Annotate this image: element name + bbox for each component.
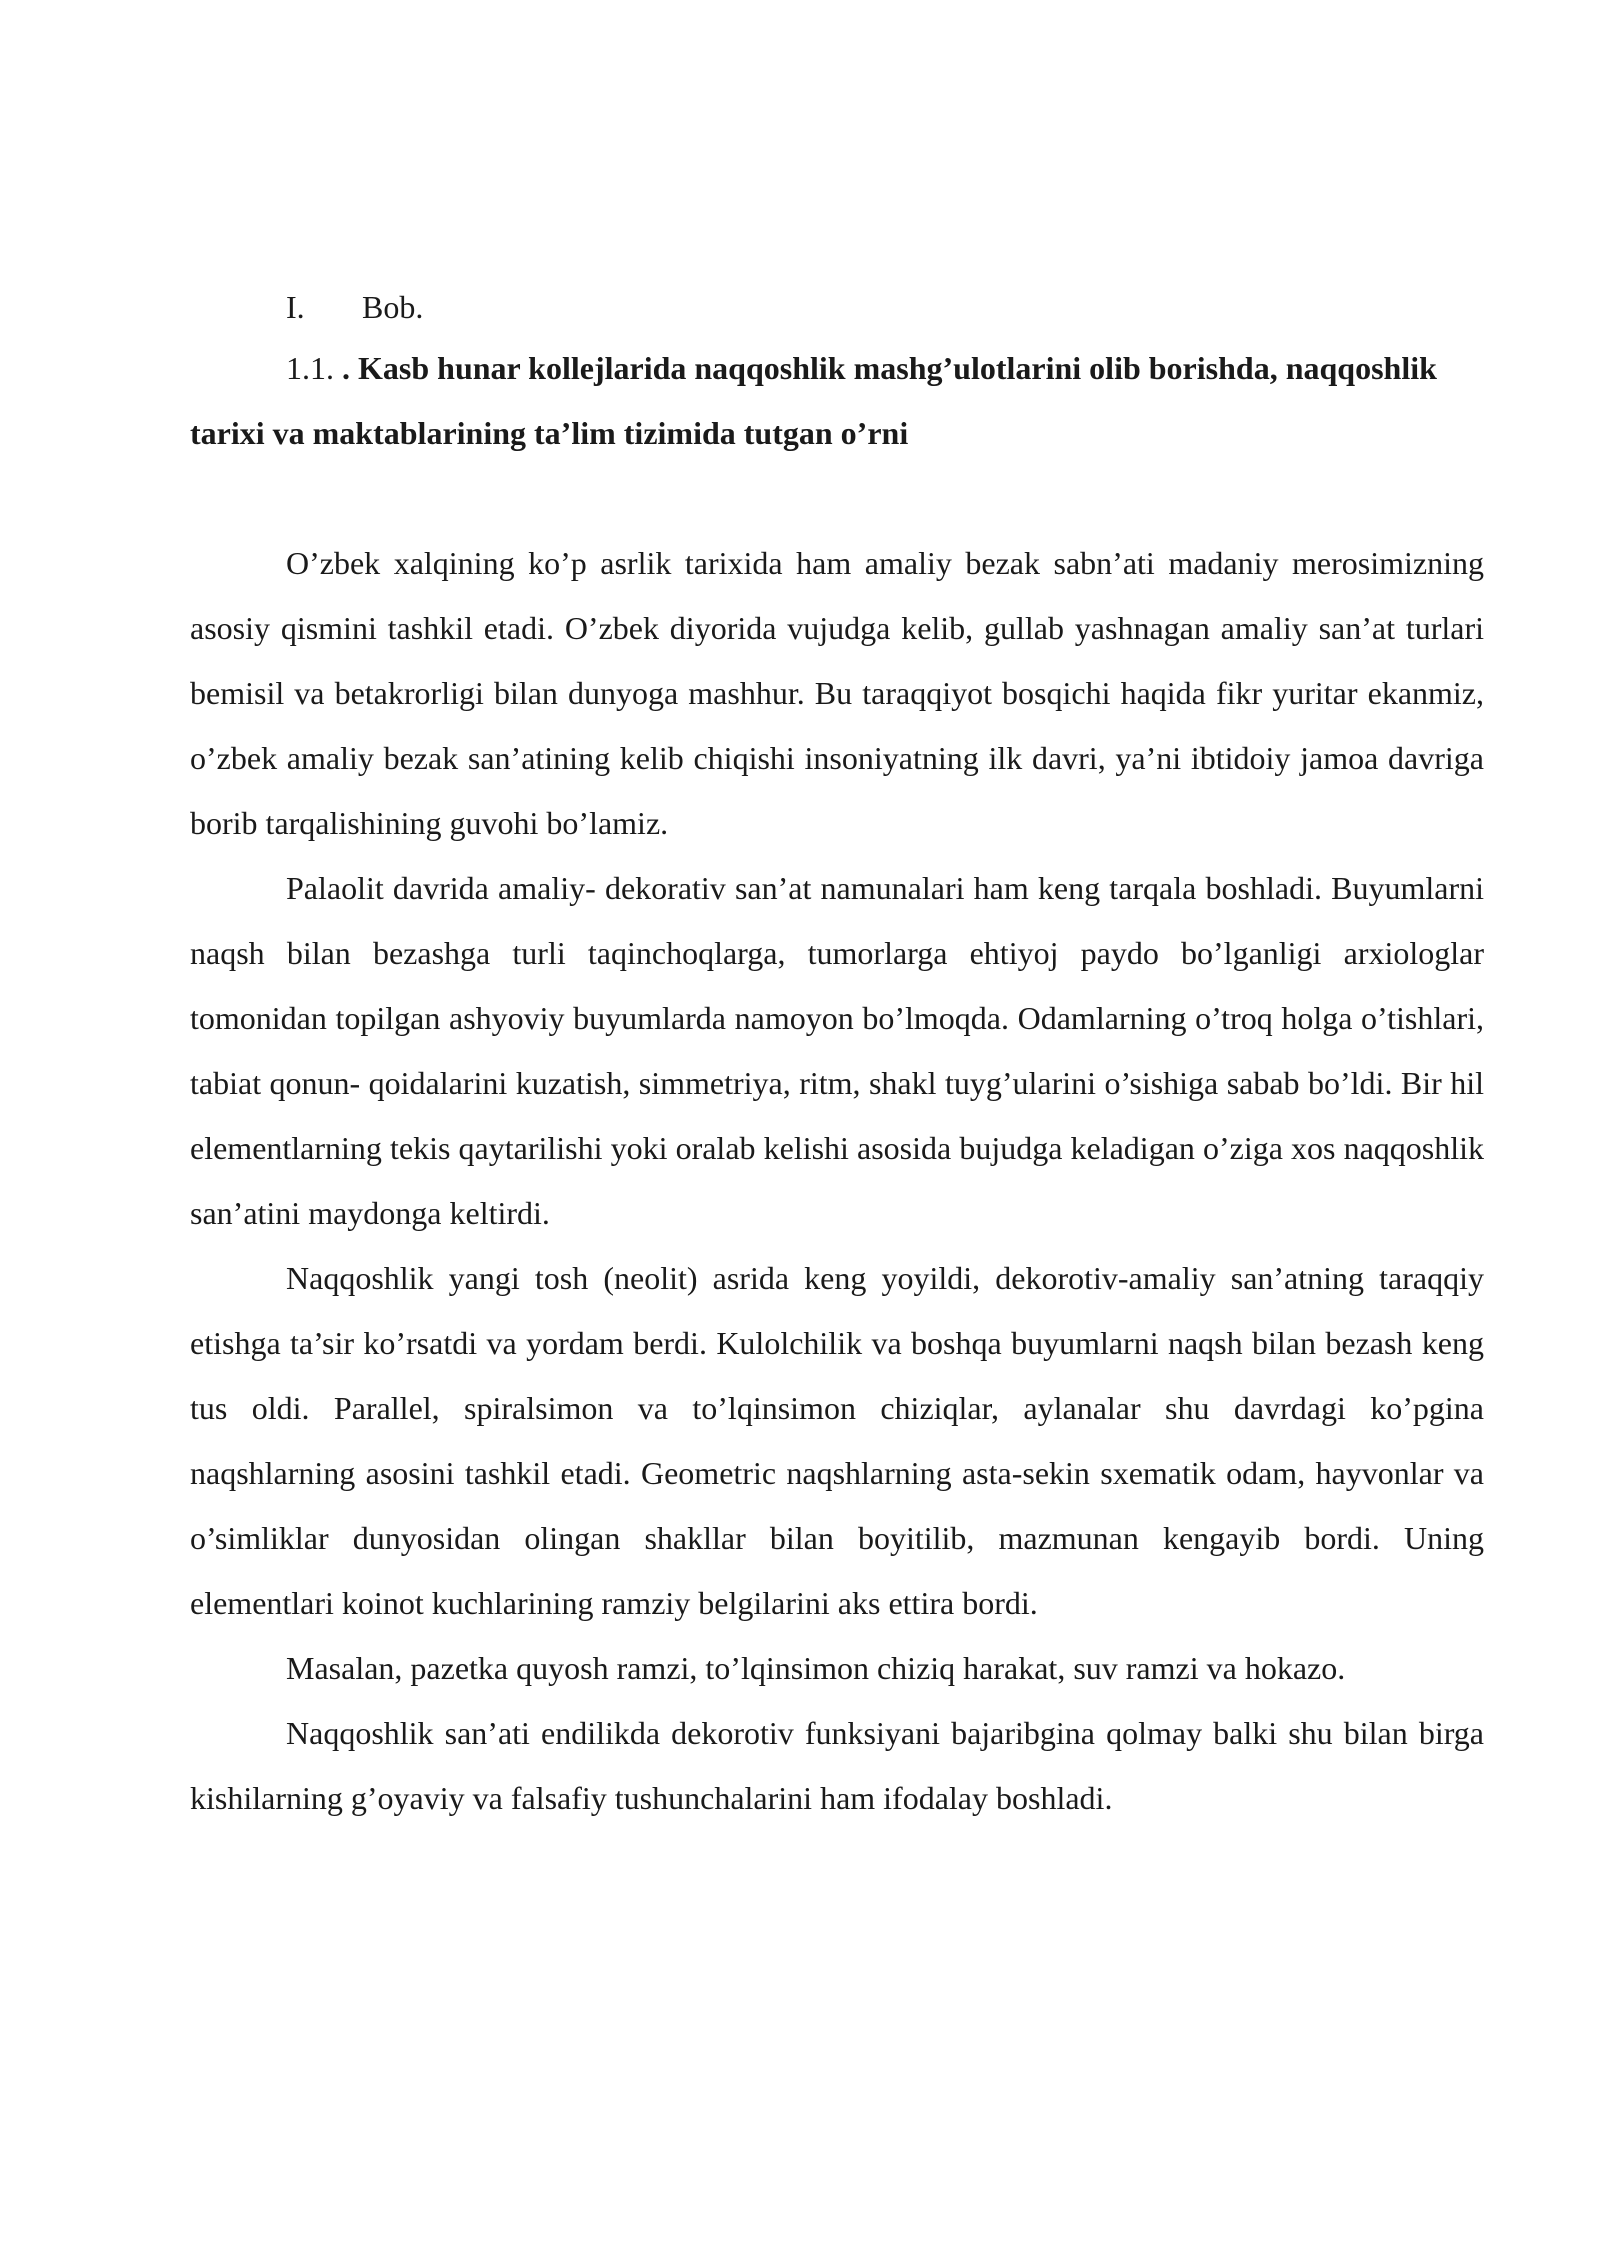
paragraph: Naqqoshlik yangi tosh (neolit) asrida keng yoyildi, dekorotiv-amaliy san’atning taraqqiy etishga ta’sir ko’rsatdi va yordam berdi. Kulolchilik va boshqa buyumlarni naqsh bilan bezash keng tus oldi. Parallel, spiralsimon va to’lqinsimon chiziqlar, aylanalar shu davrdagi ko’pgina naqshlarning asosini tashkil etadi. Geometric naqshlarning asta-sekin sxematik odam, hayvonlar va o’simliklar dunyosidan olingan shakllar bilan boyitilib, mazmunan kengayib bordi. Uning elementlari koinot kuchlarining ramziy belgilarini aks ettira bordi. [190, 1260, 1484, 1621]
chapter-number: I. [286, 289, 305, 325]
section-number: 1.1. [286, 350, 334, 386]
paragraph: O’zbek xalqining ko’p asrlik tarixida ham amaliy bezak sabn’ati madaniy merosimizning asosiy qismini tashkil etadi. O’zbek diyorida vujudga kelib, gullab yashnagan amaliy san’at turlari bemisil va betakrorligi bilan dunyoga mashhur. Bu taraqqiyot bosqichi haqida fikr yuritar ekanmiz, o’zbek amaliy bezak san’atining kelib chiqishi insoniyatning ilk davri, ya’ni ibtidoiy jamoa davriga borib tarqalishining guvohi bo’lamiz. [190, 545, 1484, 841]
paragraph: Palaolit davrida amaliy- dekorativ san’at namunalari ham keng tarqala boshladi. Buyumlarni naqsh bilan bezashga turli taqinchoqlarga, tumorlarga ehtiyoj paydo bo’lganligi arxiologlar tomonidan topilgan ashyoviy buyumlarda namoyon bo’lmoqda. Odamlarning o’troq holga o’tishlari, tabiat qonun- qoidalarini kuzatish, simmetriya, ritm, shakl tuyg’ularini o’sishiga sabab bo’ldi. Bir hil elementlarning tekis qaytarilishi yoki oralab kelishi asosida bujudga keladigan o’ziga xos naqqoshlik san’atini maydonga keltirdi. [190, 870, 1484, 1231]
body-text [190, 531, 1484, 1831]
chapter-heading [190, 282, 1484, 332]
section-title: . Kasb hunar kollejlarida naqqoshlik mashg’ulotlarini olib borishda, naqqoshlik tarixi va maktablarining ta’lim tizimida tutgan o’rni [190, 350, 1437, 451]
document-page [190, 282, 1484, 1831]
paragraph: Masalan, pazetka quyosh ramzi, to’lqinsimon chiziq harakat, suv ramzi va hokazo. [286, 1650, 1346, 1686]
section-heading [190, 336, 1484, 466]
paragraph: Naqqoshlik san’ati endilikda dekorotiv funksiyani bajaribgina qolmay balki shu bilan birga kishilarning g’oyaviy va falsafiy tushunchalarini ham ifodalay boshladi. [190, 1715, 1484, 1816]
chapter-label: Bob. [362, 289, 424, 325]
